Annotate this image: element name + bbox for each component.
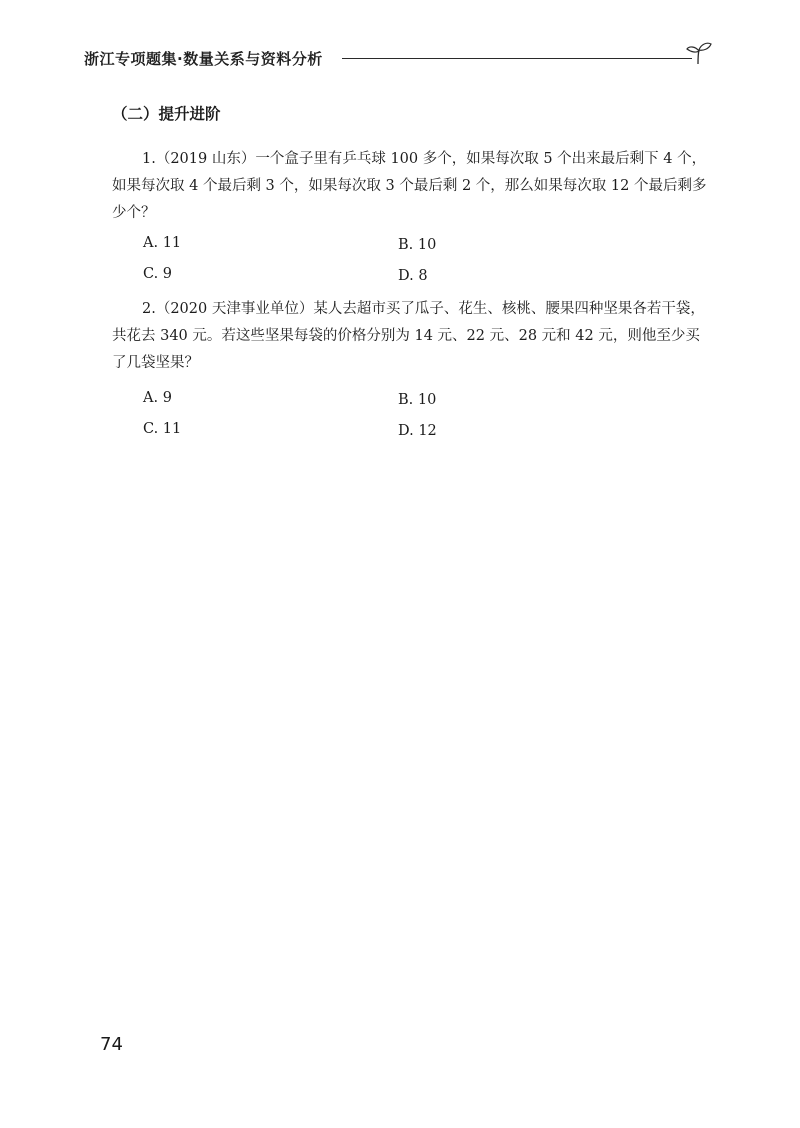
option-c: C. 9: [143, 266, 173, 282]
question-2: [112, 296, 712, 377]
option-a: A. 11: [143, 235, 182, 251]
option-c: C. 11: [143, 421, 182, 437]
question-text: 1.（2019 山东）一个盒子里有乒乓球 100 多个，如果每次取 5 个出来最后剩下 4 个，如果每次取 4 个最后剩 3 个，如果每次取 3 个最后剩 2 个，那么如果每次取 12 个最后剩多少个？: [112, 151, 707, 221]
page-number: 74: [100, 1034, 123, 1055]
section-title: （二）提升进阶: [112, 105, 221, 123]
sprout-icon: [686, 40, 712, 66]
question-1: [112, 146, 712, 227]
running-header: [84, 40, 724, 76]
question-text: 2.（2020 天津事业单位）某人去超市买了瓜子、花生、核桃、腰果四种坚果各若干袋，共花去 340 元。若这些坚果每袋的价格分别为 14 元、22 元、28 元和 42 元，则他至少买了几袋坚果？: [112, 301, 705, 371]
option-d: D. 12: [398, 423, 437, 439]
header-rule: [342, 58, 692, 59]
option-a: A. 9: [143, 390, 172, 406]
book-title: 浙江专项题集·数量关系与资料分析: [84, 50, 323, 68]
option-d: D. 8: [398, 268, 428, 284]
option-b: B. 10: [398, 237, 437, 253]
option-b: B. 10: [398, 392, 437, 408]
